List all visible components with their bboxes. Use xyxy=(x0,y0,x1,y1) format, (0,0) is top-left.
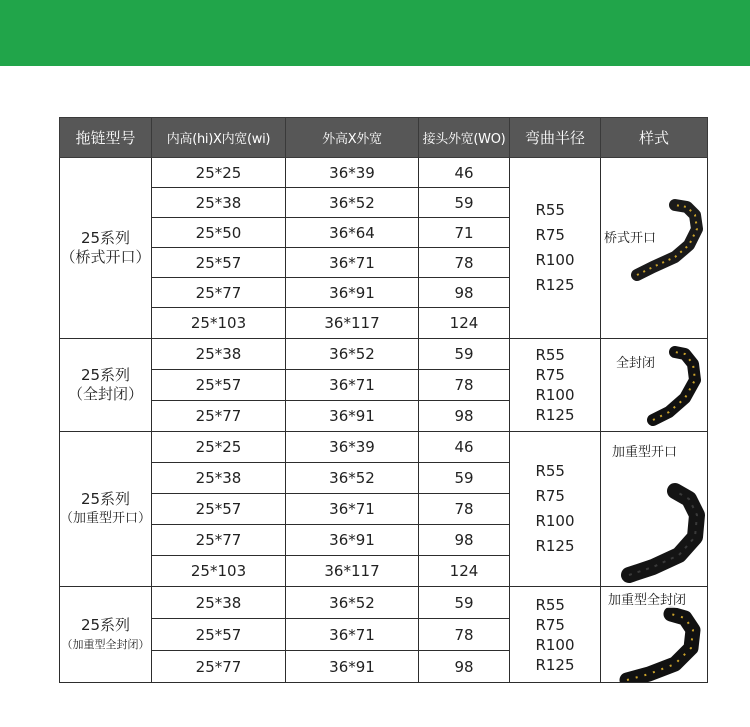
model-type: （加重型开口） xyxy=(60,511,152,526)
cell-wo: 59 xyxy=(419,188,510,218)
style-cell xyxy=(601,587,708,683)
table-row xyxy=(60,432,708,463)
cell-wo: 124 xyxy=(419,556,510,587)
cell-inner: 25*38 xyxy=(152,339,286,370)
header-model: 拖链型号 xyxy=(60,118,152,158)
style-label: 加重型开口 xyxy=(611,441,678,460)
cell-inner: 25*103 xyxy=(152,556,286,587)
cell-wo: 78 xyxy=(419,619,510,651)
bend-radius-value: R100 xyxy=(535,512,575,530)
cell-outer: 36*52 xyxy=(286,587,419,619)
bend-radius-cell xyxy=(510,339,601,432)
cell-inner: 25*57 xyxy=(152,494,286,525)
cell-outer: 36*52 xyxy=(286,463,419,494)
cell-wo: 98 xyxy=(419,651,510,683)
cell-wo: 59 xyxy=(419,339,510,370)
style-label: 桥式开口 xyxy=(603,227,657,246)
bend-radius-value: R125 xyxy=(535,406,575,424)
bend-radius-value: R100 xyxy=(535,251,575,269)
model-cell xyxy=(60,339,152,432)
cell-outer: 36*64 xyxy=(286,218,419,248)
cell-wo: 98 xyxy=(419,525,510,556)
cell-inner: 25*38 xyxy=(152,587,286,619)
cell-outer: 36*71 xyxy=(286,494,419,525)
cell-outer: 36*52 xyxy=(286,339,419,370)
model-series: 25系列 xyxy=(80,366,131,384)
bend-radius-value: R75 xyxy=(535,615,565,634)
table-header-row xyxy=(60,118,708,158)
bend-radius-cell xyxy=(510,432,601,587)
bend-radius-cell xyxy=(510,587,601,683)
style-cell xyxy=(601,158,708,339)
cell-outer: 36*52 xyxy=(286,188,419,218)
cell-wo: 59 xyxy=(419,463,510,494)
cell-outer: 36*39 xyxy=(286,158,419,188)
model-type: （全封闭） xyxy=(67,385,143,403)
bend-radius-value: R100 xyxy=(535,386,575,404)
cell-inner: 25*25 xyxy=(152,432,286,463)
cell-outer: 36*117 xyxy=(286,556,419,587)
bend-radius-value: R55 xyxy=(535,201,565,219)
bend-radius-value: R75 xyxy=(535,226,565,244)
model-series: 25系列 xyxy=(80,615,131,634)
table-row xyxy=(60,158,708,188)
bend-radius-value: R55 xyxy=(535,595,565,614)
model-series: 25系列 xyxy=(80,229,131,247)
cell-wo: 59 xyxy=(419,587,510,619)
cell-inner: 25*57 xyxy=(152,619,286,651)
cell-wo: 78 xyxy=(419,370,510,401)
cell-outer: 36*91 xyxy=(286,401,419,432)
header-connector-width: 接头外宽(WO) xyxy=(419,118,510,158)
model-cell xyxy=(60,432,152,587)
drag-chain-spec-table xyxy=(59,117,708,683)
model-cell xyxy=(60,158,152,339)
cell-inner: 25*38 xyxy=(152,188,286,218)
cell-outer: 36*91 xyxy=(286,525,419,556)
cell-inner: 25*103 xyxy=(152,308,286,339)
cell-outer: 36*71 xyxy=(286,248,419,278)
bend-radius-value: R55 xyxy=(535,462,565,480)
bend-radius-value: R125 xyxy=(535,276,575,294)
cell-outer: 36*91 xyxy=(286,651,419,683)
style-cell xyxy=(601,339,708,432)
cell-wo: 78 xyxy=(419,248,510,278)
bend-radius-value: R75 xyxy=(535,366,565,384)
header-outer-size: 外高X外宽 xyxy=(286,118,419,158)
model-type: （桥式开口） xyxy=(60,248,151,266)
cell-inner: 25*77 xyxy=(152,651,286,683)
style-label: 全封闭 xyxy=(615,352,656,371)
bend-radius-value: R100 xyxy=(535,635,575,654)
bend-radius-value: R125 xyxy=(535,655,575,674)
cell-wo: 71 xyxy=(419,218,510,248)
bend-radius-value: R75 xyxy=(535,487,565,505)
cell-wo: 46 xyxy=(419,158,510,188)
cell-inner: 25*57 xyxy=(152,370,286,401)
table-row xyxy=(60,587,708,619)
cell-inner: 25*57 xyxy=(152,248,286,278)
cell-outer: 36*71 xyxy=(286,619,419,651)
cell-wo: 46 xyxy=(419,432,510,463)
cell-inner: 25*77 xyxy=(152,278,286,308)
cell-inner: 25*50 xyxy=(152,218,286,248)
model-cell xyxy=(60,587,152,683)
model-series: 25系列 xyxy=(80,490,131,508)
header-inner-size: 内高(hi)X内宽(wi) xyxy=(152,118,286,158)
table-row xyxy=(60,339,708,370)
style-label: 加重型全封闭 xyxy=(607,589,687,608)
cell-outer: 36*39 xyxy=(286,432,419,463)
model-type: （加重型全封闭） xyxy=(61,637,150,651)
cell-inner: 25*77 xyxy=(152,525,286,556)
cell-outer: 36*117 xyxy=(286,308,419,339)
cell-inner: 25*25 xyxy=(152,158,286,188)
bend-radius-cell xyxy=(510,158,601,339)
bend-radius-value: R125 xyxy=(535,537,575,555)
cell-wo: 98 xyxy=(419,401,510,432)
cell-wo: 98 xyxy=(419,278,510,308)
cell-inner: 25*77 xyxy=(152,401,286,432)
bend-radius-value: R55 xyxy=(535,346,565,364)
cell-inner: 25*38 xyxy=(152,463,286,494)
cell-wo: 78 xyxy=(419,494,510,525)
cell-outer: 36*71 xyxy=(286,370,419,401)
header-bend-radius: 弯曲半径 xyxy=(510,118,601,158)
cell-wo: 124 xyxy=(419,308,510,339)
header-style: 样式 xyxy=(601,118,708,158)
top-banner xyxy=(0,0,750,66)
style-cell xyxy=(601,432,708,587)
cell-outer: 36*91 xyxy=(286,278,419,308)
